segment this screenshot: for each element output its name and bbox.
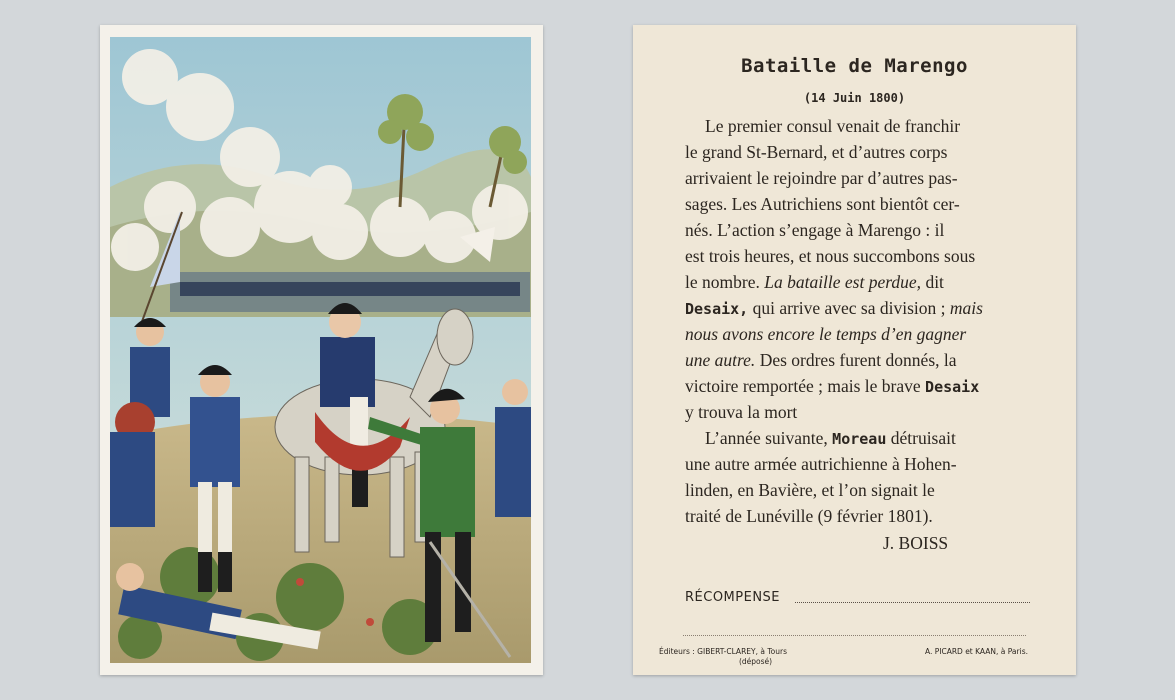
battle-scene-illustration [110, 37, 531, 663]
publisher-left [659, 647, 787, 667]
text-line [685, 347, 1025, 373]
text-line [685, 295, 1025, 321]
text-line: une autre armée autrichienne à Hohen- [685, 454, 957, 474]
card-title: Bataille de Marengo [741, 55, 968, 77]
text-line [685, 269, 1025, 295]
text-line: nous avons encore le temps d’en gagner [685, 324, 967, 344]
text-segment: L’année suivante, [705, 428, 828, 448]
text-line: le grand St-Bernard, et d’autres corps [685, 142, 948, 162]
publisher-left-sub: (déposé) [739, 657, 773, 666]
recompense-dotted-line [795, 602, 1030, 603]
card-body-text [685, 113, 1025, 529]
publisher-right: A. PICARD et KAAN, à Paris. [924, 647, 1028, 656]
text-line [685, 373, 1025, 399]
signature: J. BOISS [883, 533, 949, 553]
text-segment: dit [925, 272, 944, 292]
recompense-field [685, 590, 1030, 605]
text-line: linden, en Bavière, et l’on signait le [685, 480, 935, 500]
text-line: nés. L’action s’engage à Marengo : il [685, 220, 945, 240]
text-line: sages. Les Autrichiens sont bientôt cer- [685, 194, 960, 214]
recompense-label: RÉCOMPENSE [685, 590, 781, 605]
text-line: arrivaient le rejoindre par d’autres pas- [685, 168, 958, 188]
text-line [685, 425, 1025, 451]
text-segment: victoire remportée ; mais le brave [685, 376, 921, 396]
front-card [100, 25, 543, 675]
card-date: (14 Juin 1800) [803, 91, 906, 105]
text-line: y trouva la mort [685, 402, 798, 422]
text-line: est trois heures, et nous succombons sous [685, 246, 976, 266]
text-segment: qui arrive avec sa division ; [752, 298, 946, 318]
name-desaix: Desaix [925, 378, 980, 396]
back-card [633, 25, 1076, 675]
text-line: traité de Lunéville (9 février 1801). [685, 506, 933, 526]
italic-quote: une autre. [685, 350, 756, 370]
publisher-left-text: Éditeurs : GIBERT-CLAREY, à Tours [659, 647, 787, 656]
text-segment: détruisait [890, 428, 956, 448]
name-desaix: Desaix, [685, 300, 749, 318]
text-segment: Des ordres furent donnés, la [759, 350, 957, 370]
italic-quote: mais [949, 298, 983, 318]
name-moreau: Moreau [832, 430, 887, 448]
text-segment: le nombre. [685, 272, 760, 292]
italic-quote: La bataille est perdue, [764, 272, 922, 292]
footer-separator [683, 635, 1026, 636]
text-line: Le premier consul venait de franchir [705, 116, 961, 136]
